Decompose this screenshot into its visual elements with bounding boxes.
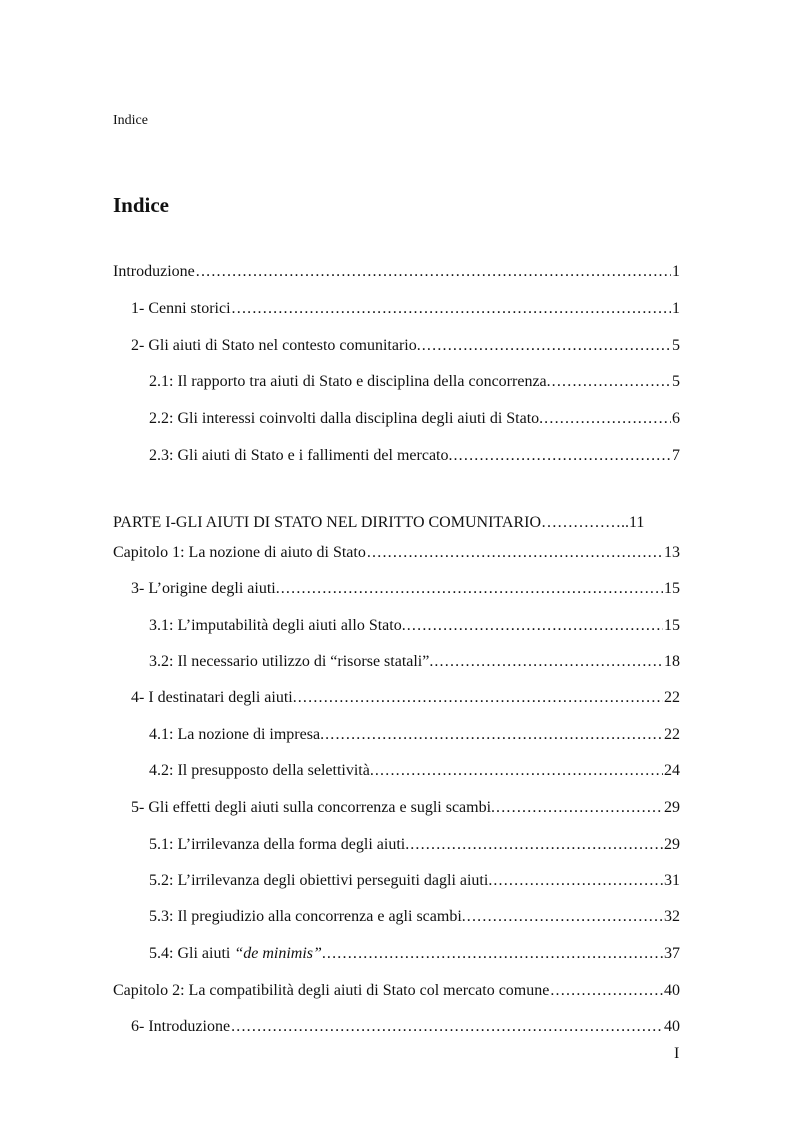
toc-entry-page: 15 (664, 580, 680, 597)
toc-entry-page: 7 (672, 447, 680, 464)
toc-entry-label: 4.1: La nozione di impresa. (149, 726, 325, 743)
toc-entry-page: 22 (664, 689, 680, 706)
dot-leader (410, 836, 663, 854)
toc-entry-page: 1 (672, 300, 680, 317)
dot-leader (196, 263, 671, 281)
toc-entry-label-italic: “de minimis” (234, 945, 322, 962)
toc-entry-page: 18 (664, 653, 680, 670)
dot-leader (232, 300, 671, 318)
toc-entry-capitolo-2[interactable] (113, 982, 680, 1004)
toc-entry-label: 4.2: Il presupposto della selettività. (149, 762, 374, 779)
toc-entry-page: 32 (664, 908, 680, 925)
dot-leader (493, 872, 663, 890)
toc-entry-label: 3- L’origine degli aiuti. (131, 580, 280, 597)
toc-entry-4[interactable] (131, 689, 680, 711)
toc-entry-page: 5 (672, 337, 680, 354)
dot-leader (231, 1018, 663, 1036)
toc-entry-page: 5 (672, 373, 680, 390)
dot-leader (367, 544, 663, 562)
toc-entry-label: 6- Introduzione (131, 1018, 231, 1035)
toc-part-heading[interactable] (113, 514, 644, 532)
dot-leader (407, 617, 663, 635)
toc-entry-label: 5.1: L’irrilevanza della forma degli aiuti. (149, 836, 410, 853)
dot-leader (552, 373, 671, 391)
toc-entry-label-suffix: . (321, 945, 326, 962)
toc-entry-label: 5.3: Il pregiudizio alla concorrenza e agli scambi. (149, 908, 466, 925)
toc-entry-page: 1 (672, 263, 680, 280)
toc-entry-page: 40 (664, 1018, 680, 1035)
toc-entry-label: Capitolo 2: La compatibilità degli aiuti di Stato col mercato comune (113, 982, 550, 999)
toc-entry-page: 31 (664, 872, 680, 889)
dot-leader (327, 945, 663, 963)
toc-entry-label: 3.1: L’imputabilità degli aiuti allo Stato. (149, 617, 406, 634)
dot-leader (496, 799, 663, 817)
toc-entry-label: 3.2: Il necessario utilizzo di “risorse statali”. (149, 653, 434, 670)
toc-entry-5-3[interactable] (149, 908, 680, 930)
toc-entry-3[interactable] (131, 580, 680, 602)
toc-entry-page: 40 (664, 982, 680, 999)
toc-entry-introduzione[interactable] (113, 263, 680, 285)
dot-leader (375, 762, 663, 780)
toc-entry-5-2[interactable] (149, 872, 680, 894)
dot-leader (422, 337, 671, 355)
toc-entry-label: Introduzione (113, 263, 195, 280)
toc-entry-5-4[interactable] (149, 945, 680, 967)
toc-entry-label: 2.3: Gli aiuti di Stato e i fallimenti del mercato. (149, 447, 453, 464)
toc-entry-cenni-storici[interactable] (131, 300, 680, 322)
toc-entry-page: 22 (664, 726, 680, 743)
toc-part-page: 11 (629, 514, 645, 531)
toc-entry-label: 2- Gli aiuti di Stato nel contesto comunitario. (131, 337, 421, 354)
toc-entry-3-1[interactable] (149, 617, 680, 639)
toc-entry-label: 1- Cenni storici (131, 300, 231, 317)
toc-entry-capitolo-1[interactable] (113, 544, 680, 566)
page-number: I (674, 1045, 680, 1062)
dot-leader (325, 726, 663, 744)
dot-leader (298, 689, 663, 707)
toc-entry-page: 29 (664, 799, 680, 816)
running-head: Indice (113, 113, 148, 128)
toc-entry-2-2[interactable] (149, 410, 680, 432)
toc-entry-4-1[interactable] (149, 726, 680, 748)
dot-leader (544, 410, 671, 428)
toc-entry-label: 4- I destinatari degli aiuti. (131, 689, 297, 706)
dot-leader (281, 580, 663, 598)
toc-entry-5-1[interactable] (149, 836, 680, 858)
toc-entry-5[interactable] (131, 799, 680, 821)
toc-entry-4-2[interactable] (149, 762, 680, 784)
page-title: Indice (113, 193, 170, 217)
toc-entry-page: 6 (672, 410, 680, 427)
toc-entry-label-prefix: 5.4: Gli aiuti (149, 945, 235, 962)
toc-entry-page: 37 (664, 945, 680, 962)
toc-entry-page: 13 (664, 544, 680, 561)
toc-part-dots: …………….. (541, 514, 629, 531)
toc-entry-6[interactable] (131, 1018, 680, 1040)
toc-entry-label: 5- Gli effetti degli aiuti sulla concorrenza e sugli scambi. (131, 799, 496, 816)
toc-entry-label: 2.2: Gli interessi coinvolti dalla disciplina degli aiuti di Stato. (149, 410, 544, 427)
dot-leader (467, 908, 663, 926)
toc-entry-page: 24 (664, 762, 680, 779)
dot-leader (453, 447, 671, 465)
toc-entry-page: 29 (664, 836, 680, 853)
toc-entry-3-2[interactable] (149, 653, 680, 675)
toc-entry-label: 5.2: L’irrilevanza degli obiettivi perseguiti dagli aiuti. (149, 872, 493, 889)
toc-part-label: PARTE I-GLI AIUTI DI STATO NEL DIRITTO COMUNITARIO (113, 514, 541, 531)
toc-entry-contesto-comunitario[interactable] (131, 337, 680, 359)
dot-leader (434, 653, 663, 671)
toc-entry-label (149, 945, 326, 963)
dot-leader (550, 982, 663, 1000)
toc-entry-label: 2.1: Il rapporto tra aiuti di Stato e disciplina della concorrenza. (149, 373, 551, 390)
toc-entry-page: 15 (664, 617, 680, 634)
toc-entry-2-1[interactable] (149, 373, 680, 395)
toc-entry-2-3[interactable] (149, 447, 680, 469)
toc-entry-label: Capitolo 1: La nozione di aiuto di Stato (113, 544, 366, 561)
